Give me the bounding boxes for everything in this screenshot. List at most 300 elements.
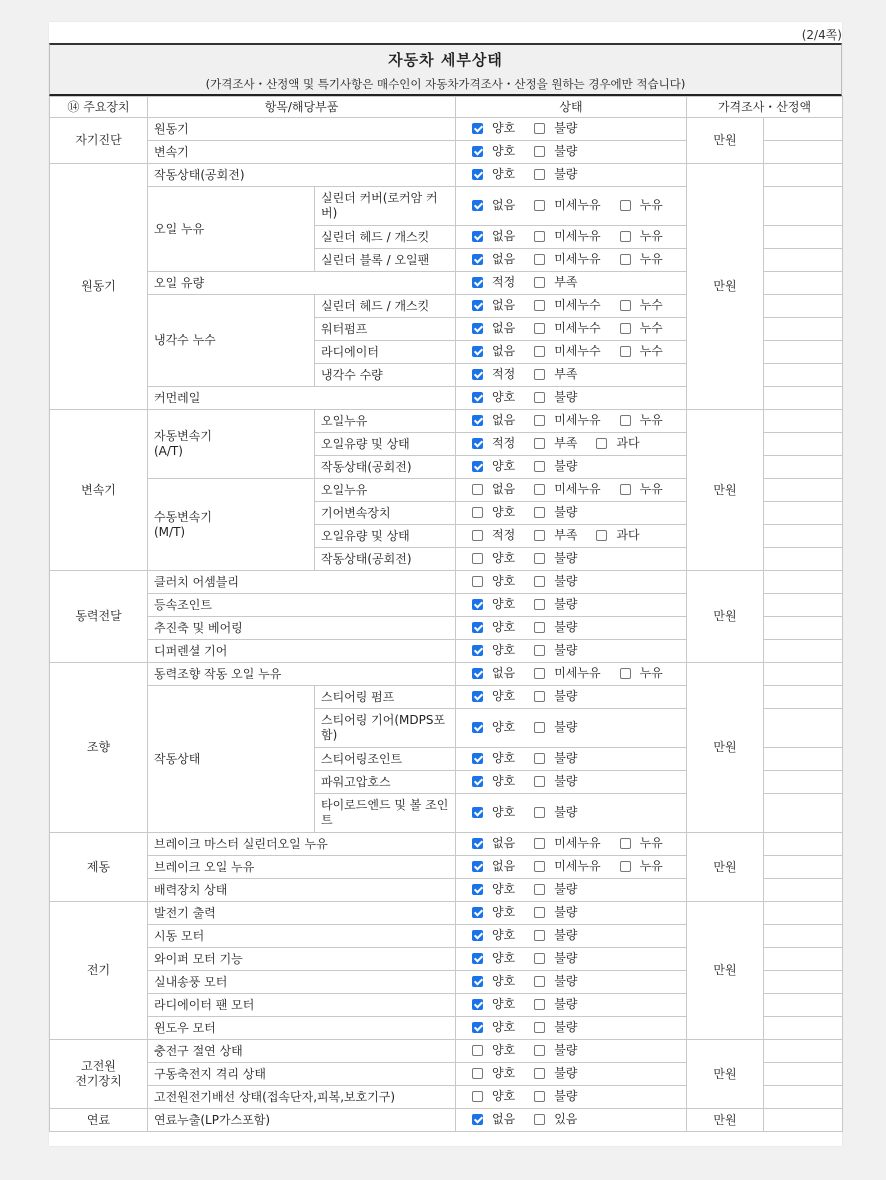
option-label: 누유 xyxy=(639,665,663,680)
text-line: 제동 xyxy=(86,859,111,874)
checkbox[interactable] xyxy=(472,776,483,787)
status-option[interactable] xyxy=(534,689,587,704)
checkbox[interactable] xyxy=(534,930,545,941)
price-input-cell[interactable] xyxy=(764,971,843,994)
checkbox[interactable] xyxy=(472,907,483,918)
text-line: 고전원 xyxy=(81,1059,116,1073)
checkbox[interactable] xyxy=(472,346,483,357)
status-option[interactable] xyxy=(472,551,525,566)
status-option[interactable] xyxy=(534,121,587,136)
option-label: 불량 xyxy=(554,143,578,158)
checkbox[interactable] xyxy=(534,622,545,633)
price-input-cell[interactable] xyxy=(764,272,843,295)
checkbox[interactable] xyxy=(534,599,545,610)
price-input-cell[interactable] xyxy=(764,902,843,925)
status-option[interactable] xyxy=(472,597,525,612)
part-cell: 오일누유 xyxy=(315,410,456,433)
status-option[interactable] xyxy=(534,751,587,766)
status-option[interactable] xyxy=(472,505,525,520)
price-input-cell[interactable] xyxy=(764,686,843,709)
checkbox[interactable] xyxy=(534,146,545,157)
price-input-cell[interactable] xyxy=(764,502,843,525)
price-unit-cell: 만원 xyxy=(687,118,764,164)
checkbox[interactable] xyxy=(534,254,545,265)
checkbox[interactable] xyxy=(534,976,545,987)
option-label: 불량 xyxy=(554,996,578,1011)
price-input-cell[interactable] xyxy=(764,1063,843,1086)
price-input-cell[interactable] xyxy=(764,118,843,141)
price-input-cell[interactable] xyxy=(764,1017,843,1040)
option-label: 양호 xyxy=(492,642,516,657)
checkbox[interactable] xyxy=(534,776,545,787)
status-cell xyxy=(456,902,687,925)
status-option[interactable] xyxy=(534,144,587,159)
status-option[interactable] xyxy=(472,928,525,943)
status-option[interactable] xyxy=(472,859,525,874)
checkbox[interactable] xyxy=(472,123,483,134)
checkbox[interactable] xyxy=(472,645,483,656)
status-option[interactable] xyxy=(472,144,525,159)
checkbox[interactable] xyxy=(534,277,545,288)
option-label: 양호 xyxy=(492,1088,516,1103)
status-option[interactable] xyxy=(472,882,525,897)
price-input-cell[interactable] xyxy=(764,640,843,663)
status-option[interactable] xyxy=(472,751,525,766)
status-option[interactable] xyxy=(534,298,610,313)
checkbox[interactable] xyxy=(534,953,545,964)
price-input-cell[interactable] xyxy=(764,617,843,640)
option-label: 미세누수 xyxy=(554,297,601,312)
status-option[interactable] xyxy=(472,689,525,704)
checkbox[interactable] xyxy=(534,231,545,242)
checkbox[interactable] xyxy=(472,200,483,211)
status-option[interactable] xyxy=(620,198,673,213)
text-line: 전기장치 xyxy=(75,1074,122,1088)
checkbox[interactable] xyxy=(534,668,545,679)
price-input-cell[interactable] xyxy=(764,295,843,318)
status-option[interactable] xyxy=(620,344,673,359)
checkbox[interactable] xyxy=(472,753,483,764)
checkbox[interactable] xyxy=(620,668,631,679)
status-option[interactable] xyxy=(472,459,525,474)
status-option[interactable] xyxy=(534,459,587,474)
checkbox[interactable] xyxy=(620,200,631,211)
option-label: 양호 xyxy=(492,458,516,473)
status-option[interactable] xyxy=(534,528,587,543)
checkbox[interactable] xyxy=(472,599,483,610)
item-cell: 작동상태(공회전) xyxy=(148,164,456,187)
checkbox[interactable] xyxy=(472,1068,483,1079)
status-option[interactable] xyxy=(534,1066,587,1081)
item-cell: 구동축전지 격리 상태 xyxy=(148,1063,456,1086)
checkbox[interactable] xyxy=(620,838,631,849)
checkbox[interactable] xyxy=(534,999,545,1010)
text-line: 냉각수 누수 xyxy=(154,333,216,347)
item-cell: 브레이크 마스터 실린더오일 누유 xyxy=(148,833,456,856)
checkbox[interactable] xyxy=(472,1091,483,1102)
price-input-cell[interactable] xyxy=(764,249,843,272)
status-option[interactable] xyxy=(534,951,587,966)
status-option[interactable] xyxy=(534,344,610,359)
status-cell xyxy=(456,748,687,771)
checkbox[interactable] xyxy=(534,645,545,656)
price-input-cell[interactable] xyxy=(764,341,843,364)
checkbox[interactable] xyxy=(472,953,483,964)
status-option[interactable] xyxy=(472,528,525,543)
item-cell: 충전구 절연 상태 xyxy=(148,1040,456,1063)
price-input-cell[interactable] xyxy=(764,525,843,548)
checkbox[interactable] xyxy=(472,576,483,587)
status-option[interactable] xyxy=(534,390,587,405)
price-input-cell[interactable] xyxy=(764,1086,843,1109)
status-option[interactable] xyxy=(534,836,610,851)
status-option[interactable] xyxy=(472,974,525,989)
status-option[interactable] xyxy=(472,774,525,789)
checkbox[interactable] xyxy=(534,807,545,818)
checkbox[interactable] xyxy=(472,323,483,334)
option-label: 없음 xyxy=(492,320,516,335)
checkbox[interactable] xyxy=(472,807,483,818)
checkbox[interactable] xyxy=(472,861,483,872)
option-label: 불량 xyxy=(554,904,578,919)
option-label: 누유 xyxy=(639,197,663,212)
status-option[interactable] xyxy=(534,413,610,428)
status-option[interactable] xyxy=(534,997,587,1012)
device-group-cell xyxy=(50,1109,148,1132)
price-input-cell[interactable] xyxy=(764,879,843,902)
status-option[interactable] xyxy=(534,905,587,920)
status-option[interactable] xyxy=(534,574,587,589)
status-option[interactable] xyxy=(472,121,525,136)
checkbox[interactable] xyxy=(534,753,545,764)
price-input-cell[interactable] xyxy=(764,187,843,226)
status-cell xyxy=(456,226,687,249)
status-option[interactable] xyxy=(620,836,673,851)
status-option[interactable] xyxy=(534,252,610,267)
status-option[interactable] xyxy=(472,997,525,1012)
item-cell: 와이퍼 모터 기능 xyxy=(148,948,456,971)
checkbox[interactable] xyxy=(534,1045,545,1056)
checkbox[interactable] xyxy=(534,884,545,895)
checkbox[interactable] xyxy=(534,300,545,311)
price-input-cell[interactable] xyxy=(764,594,843,617)
status-option[interactable] xyxy=(472,482,525,497)
price-input-cell[interactable] xyxy=(764,1109,843,1132)
status-option[interactable] xyxy=(534,720,587,735)
item-cell: 추진축 및 베어링 xyxy=(148,617,456,640)
device-group-cell xyxy=(50,164,148,410)
checkbox[interactable] xyxy=(534,576,545,587)
price-input-cell[interactable] xyxy=(764,833,843,856)
checkbox[interactable] xyxy=(534,861,545,872)
status-option[interactable] xyxy=(472,643,525,658)
status-cell xyxy=(456,341,687,364)
table-row xyxy=(50,663,843,686)
option-label: 양호 xyxy=(492,504,516,519)
status-option[interactable] xyxy=(534,229,610,244)
checkbox[interactable] xyxy=(472,884,483,895)
checkbox[interactable] xyxy=(472,254,483,265)
checkbox[interactable] xyxy=(472,415,483,426)
price-input-cell[interactable] xyxy=(764,709,843,748)
status-option[interactable] xyxy=(620,252,673,267)
price-unit-cell: 만원 xyxy=(687,164,764,410)
status-option[interactable] xyxy=(472,1112,525,1127)
status-option[interactable] xyxy=(472,720,525,735)
price-input-cell[interactable] xyxy=(764,571,843,594)
checkbox[interactable] xyxy=(472,277,483,288)
status-option[interactable] xyxy=(534,198,610,213)
price-input-cell[interactable] xyxy=(764,164,843,187)
option-label: 부족 xyxy=(554,435,578,450)
checkbox[interactable] xyxy=(472,999,483,1010)
status-option[interactable] xyxy=(472,836,525,851)
status-option[interactable] xyxy=(534,1020,587,1035)
status-option[interactable] xyxy=(620,321,673,336)
checkbox[interactable] xyxy=(620,231,631,242)
status-option[interactable] xyxy=(472,905,525,920)
checkbox[interactable] xyxy=(534,415,545,426)
checkbox[interactable] xyxy=(620,415,631,426)
checkbox[interactable] xyxy=(472,553,483,564)
subgroup-cell xyxy=(148,410,315,479)
checkbox[interactable] xyxy=(534,346,545,357)
price-input-cell[interactable] xyxy=(764,387,843,410)
checkbox[interactable] xyxy=(620,484,631,495)
checkbox[interactable] xyxy=(534,838,545,849)
checkbox[interactable] xyxy=(620,300,631,311)
option-label: 양호 xyxy=(492,596,516,611)
checkbox[interactable] xyxy=(472,838,483,849)
status-option[interactable] xyxy=(534,1043,587,1058)
checkbox[interactable] xyxy=(472,1114,483,1125)
status-option[interactable] xyxy=(620,413,673,428)
status-option[interactable] xyxy=(620,229,673,244)
checkbox[interactable] xyxy=(620,254,631,265)
checkbox[interactable] xyxy=(472,530,483,541)
checkbox[interactable] xyxy=(534,1022,545,1033)
status-option[interactable] xyxy=(534,275,587,290)
checkbox[interactable] xyxy=(472,438,483,449)
status-option[interactable] xyxy=(472,1066,525,1081)
status-option[interactable] xyxy=(472,367,525,382)
text-line: 원동기 xyxy=(81,279,116,293)
status-option[interactable] xyxy=(534,882,587,897)
price-input-cell[interactable] xyxy=(764,663,843,686)
option-label: 양호 xyxy=(492,773,516,788)
option-label: 미세누유 xyxy=(554,197,601,212)
checkbox[interactable] xyxy=(472,169,483,180)
status-option[interactable] xyxy=(534,321,610,336)
status-option[interactable] xyxy=(472,1020,525,1035)
text-line: (M/T) xyxy=(154,524,186,539)
checkbox[interactable] xyxy=(472,976,483,987)
status-option[interactable] xyxy=(534,505,587,520)
checkbox[interactable] xyxy=(534,323,545,334)
checkbox[interactable] xyxy=(534,169,545,180)
price-input-cell[interactable] xyxy=(764,856,843,879)
status-option[interactable] xyxy=(534,167,587,182)
price-unit-cell: 만원 xyxy=(687,571,764,663)
status-option[interactable] xyxy=(534,597,587,612)
checkbox[interactable] xyxy=(534,200,545,211)
price-input-cell[interactable] xyxy=(764,364,843,387)
status-option[interactable] xyxy=(620,298,673,313)
price-input-cell[interactable] xyxy=(764,141,843,164)
header-item: 항목/해당부품 xyxy=(148,97,456,118)
status-option[interactable] xyxy=(534,551,587,566)
checkbox[interactable] xyxy=(472,668,483,679)
checkbox[interactable] xyxy=(472,300,483,311)
checkbox[interactable] xyxy=(534,123,545,134)
price-input-cell[interactable] xyxy=(764,994,843,1017)
checkbox[interactable] xyxy=(534,691,545,702)
status-option[interactable] xyxy=(472,620,525,635)
checkbox[interactable] xyxy=(534,722,545,733)
status-option[interactable] xyxy=(534,620,587,635)
checkbox[interactable] xyxy=(472,369,483,380)
checkbox[interactable] xyxy=(596,438,607,449)
status-option[interactable] xyxy=(472,252,525,267)
status-option[interactable] xyxy=(534,1089,587,1104)
status-option[interactable] xyxy=(534,859,610,874)
checkbox[interactable] xyxy=(472,930,483,941)
status-cell xyxy=(456,771,687,794)
status-option[interactable] xyxy=(534,482,610,497)
checkbox[interactable] xyxy=(534,484,545,495)
checkbox[interactable] xyxy=(472,722,483,733)
status-option[interactable] xyxy=(534,367,587,382)
part-cell: 오일유량 및 상태 xyxy=(315,433,456,456)
checkbox[interactable] xyxy=(596,530,607,541)
option-label: 불량 xyxy=(554,642,578,657)
checkbox[interactable] xyxy=(534,1091,545,1102)
option-label: 누수 xyxy=(639,343,663,358)
checkbox[interactable] xyxy=(534,392,545,403)
price-input-cell[interactable] xyxy=(764,548,843,571)
status-option[interactable] xyxy=(620,666,673,681)
option-label: 불량 xyxy=(554,1042,578,1057)
checkbox[interactable] xyxy=(534,438,545,449)
checkbox[interactable] xyxy=(472,231,483,242)
price-input-cell[interactable] xyxy=(764,410,843,433)
checkbox[interactable] xyxy=(534,530,545,541)
status-cell xyxy=(456,295,687,318)
price-input-cell[interactable] xyxy=(764,1040,843,1063)
status-option[interactable] xyxy=(472,198,525,213)
status-option[interactable] xyxy=(472,298,525,313)
checkbox[interactable] xyxy=(472,392,483,403)
option-label: 미세누수 xyxy=(554,320,601,335)
status-option[interactable] xyxy=(596,436,649,451)
status-cell xyxy=(456,272,687,295)
checkbox[interactable] xyxy=(472,691,483,702)
status-option[interactable] xyxy=(534,805,587,820)
status-option[interactable] xyxy=(620,859,673,874)
price-input-cell[interactable] xyxy=(764,925,843,948)
part-cell: 실린더 헤드 / 개스킷 xyxy=(315,226,456,249)
price-input-cell[interactable] xyxy=(764,479,843,502)
option-label: 누수 xyxy=(639,320,663,335)
checkbox[interactable] xyxy=(472,1022,483,1033)
checkbox[interactable] xyxy=(620,346,631,357)
status-option[interactable] xyxy=(534,1112,587,1127)
status-option[interactable] xyxy=(472,413,525,428)
price-input-cell[interactable] xyxy=(764,456,843,479)
checkbox[interactable] xyxy=(534,1068,545,1079)
header-device: ⑭ 주요장치 xyxy=(50,97,148,118)
checkbox[interactable] xyxy=(534,507,545,518)
option-label: 없음 xyxy=(492,412,516,427)
status-option[interactable] xyxy=(472,321,525,336)
item-cell: 발전기 출력 xyxy=(148,902,456,925)
price-input-cell[interactable] xyxy=(764,748,843,771)
checkbox[interactable] xyxy=(534,369,545,380)
status-option[interactable] xyxy=(472,229,525,244)
checkbox[interactable] xyxy=(534,907,545,918)
checkbox[interactable] xyxy=(472,484,483,495)
checkbox[interactable] xyxy=(472,1045,483,1056)
status-option[interactable] xyxy=(472,167,525,182)
status-option[interactable] xyxy=(472,574,525,589)
checkbox[interactable] xyxy=(534,461,545,472)
status-option[interactable] xyxy=(472,951,525,966)
status-option[interactable] xyxy=(534,643,587,658)
checkbox[interactable] xyxy=(534,553,545,564)
status-option[interactable] xyxy=(472,666,525,681)
checkbox[interactable] xyxy=(534,1114,545,1125)
status-option[interactable] xyxy=(472,344,525,359)
option-label: 누유 xyxy=(639,858,663,873)
checkbox[interactable] xyxy=(472,507,483,518)
part-cell: 실린더 헤드 / 개스킷 xyxy=(315,295,456,318)
option-label: 부족 xyxy=(554,527,578,542)
status-option[interactable] xyxy=(472,390,525,405)
status-option[interactable] xyxy=(534,774,587,789)
price-input-cell[interactable] xyxy=(764,948,843,971)
status-option[interactable] xyxy=(620,482,673,497)
item-cell: 연료누출(LP가스포함) xyxy=(148,1109,456,1132)
status-option[interactable] xyxy=(472,436,525,451)
price-input-cell[interactable] xyxy=(764,433,843,456)
status-option[interactable] xyxy=(472,1089,525,1104)
device-group-cell xyxy=(50,663,148,833)
status-option[interactable] xyxy=(596,528,649,543)
price-unit-cell: 만원 xyxy=(687,833,764,902)
status-option[interactable] xyxy=(534,928,587,943)
option-label: 있음 xyxy=(554,1111,578,1126)
checkbox[interactable] xyxy=(472,146,483,157)
checkbox[interactable] xyxy=(620,861,631,872)
checkbox[interactable] xyxy=(472,461,483,472)
price-unit-cell: 만원 xyxy=(687,902,764,1040)
status-option[interactable] xyxy=(472,275,525,290)
option-label: 미세누수 xyxy=(554,343,601,358)
price-input-cell[interactable] xyxy=(764,794,843,833)
price-input-cell[interactable] xyxy=(764,318,843,341)
status-option[interactable] xyxy=(472,1043,525,1058)
status-option[interactable] xyxy=(472,805,525,820)
price-input-cell[interactable] xyxy=(764,771,843,794)
price-input-cell[interactable] xyxy=(764,226,843,249)
status-option[interactable] xyxy=(534,436,587,451)
checkbox[interactable] xyxy=(472,622,483,633)
option-label: 누유 xyxy=(639,481,663,496)
option-label: 누유 xyxy=(639,412,663,427)
checkbox[interactable] xyxy=(620,323,631,334)
status-option[interactable] xyxy=(534,974,587,989)
status-option[interactable] xyxy=(534,666,610,681)
